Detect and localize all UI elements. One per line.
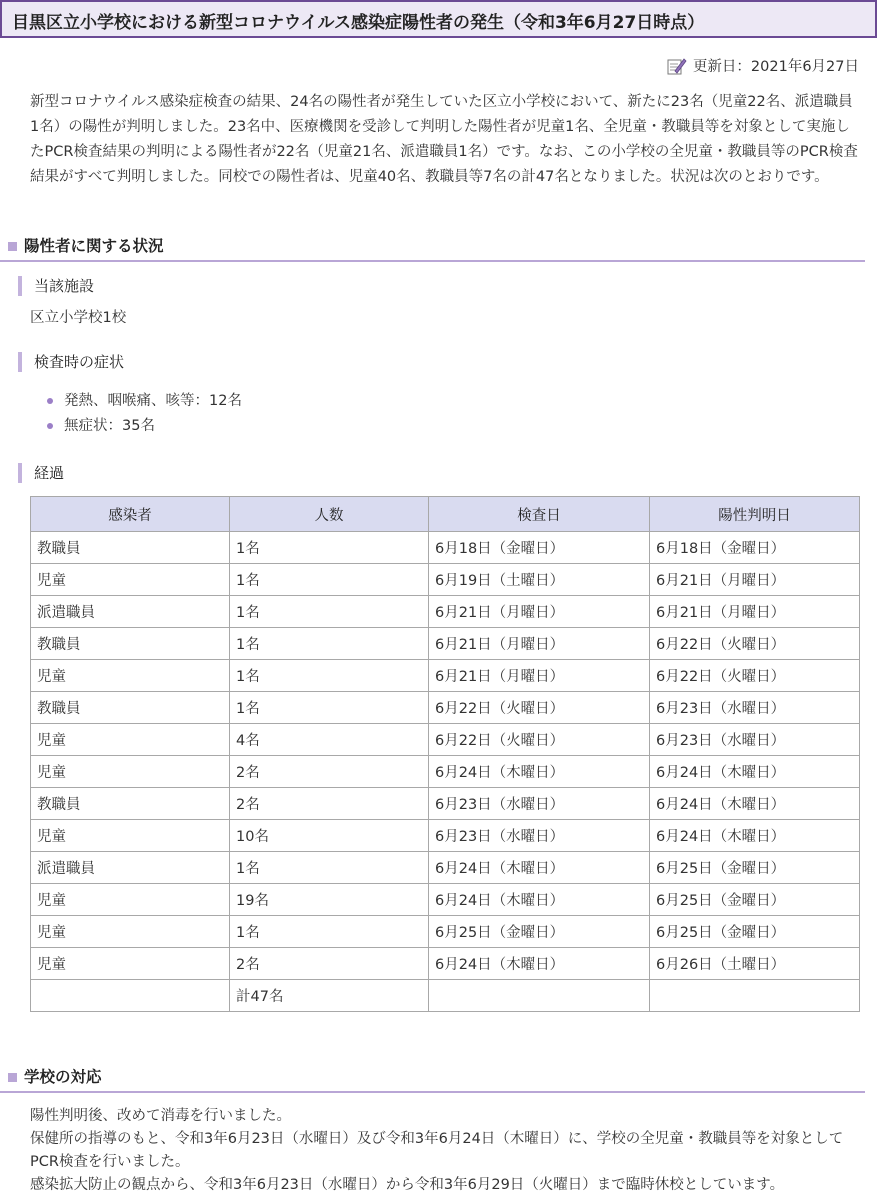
updated-date bbox=[667, 55, 859, 76]
total-cell: 計47名 bbox=[230, 980, 429, 1012]
symptoms-heading: 検査時の症状 bbox=[18, 352, 124, 372]
cell: 児童 bbox=[31, 820, 230, 852]
cell: 19名 bbox=[230, 884, 429, 916]
cell: 派遣職員 bbox=[31, 596, 230, 628]
cell: 6月22日（火曜日） bbox=[650, 660, 860, 692]
cell: 派遣職員 bbox=[31, 852, 230, 884]
symptom-item: 発熱、咽喉痛、咳等：12名 bbox=[47, 389, 242, 414]
cell: 6月24日（木曜日） bbox=[650, 820, 860, 852]
cell: 2名 bbox=[230, 756, 429, 788]
cell: 6月24日（木曜日） bbox=[429, 884, 650, 916]
cell bbox=[429, 980, 650, 1012]
cell: 6月18日（金曜日） bbox=[650, 532, 860, 564]
cell: 6月25日（金曜日） bbox=[650, 884, 860, 916]
table-row bbox=[31, 660, 860, 692]
heading-square-icon bbox=[8, 242, 17, 251]
table-total-row bbox=[31, 980, 860, 1012]
cell: 6月19日（土曜日） bbox=[429, 564, 650, 596]
column-header: 検査日 bbox=[429, 497, 650, 532]
cell: 6月24日（木曜日） bbox=[429, 852, 650, 884]
table-row bbox=[31, 692, 860, 724]
cell: 児童 bbox=[31, 724, 230, 756]
section-heading-status-text: 陽性者に関する状況 bbox=[24, 237, 164, 255]
cell: 6月25日（金曜日） bbox=[429, 916, 650, 948]
cell: 6月21日（月曜日） bbox=[429, 596, 650, 628]
cell: 6月22日（火曜日） bbox=[429, 724, 650, 756]
progress-table bbox=[30, 496, 860, 1012]
cell: 6月24日（木曜日） bbox=[429, 756, 650, 788]
cell: 1名 bbox=[230, 564, 429, 596]
column-header: 陽性判明日 bbox=[650, 497, 860, 532]
page-title: 目黒区立小学校における新型コロナウイルス感染症陽性者の発生（令和3年6月27日時点） bbox=[0, 0, 877, 38]
cell: 6月21日（月曜日） bbox=[429, 660, 650, 692]
school-response-line: 陽性判明後、改めて消毒を行いました。 bbox=[30, 1108, 291, 1124]
cell bbox=[650, 980, 860, 1012]
table-row bbox=[31, 756, 860, 788]
cell: 1名 bbox=[230, 852, 429, 884]
cell: 1名 bbox=[230, 660, 429, 692]
table-row bbox=[31, 724, 860, 756]
cell: 1名 bbox=[230, 532, 429, 564]
cell: 2名 bbox=[230, 788, 429, 820]
cell: 1名 bbox=[230, 628, 429, 660]
cell: 6月21日（月曜日） bbox=[429, 628, 650, 660]
cell: 児童 bbox=[31, 948, 230, 980]
school-response-line: 感染拡大防止の観点から、令和3年6月23日（水曜日）から令和3年6月29日（火曜日）まで臨時休校としています。 bbox=[30, 1177, 785, 1193]
cell: 教職員 bbox=[31, 532, 230, 564]
cell: 児童 bbox=[31, 884, 230, 916]
table-row bbox=[31, 596, 860, 628]
cell: 2名 bbox=[230, 948, 429, 980]
table-row bbox=[31, 788, 860, 820]
cell: 6月24日（木曜日） bbox=[650, 756, 860, 788]
updated-date-text: 更新日：2021年6月27日 bbox=[692, 59, 859, 75]
cell: 児童 bbox=[31, 660, 230, 692]
cell: 児童 bbox=[31, 916, 230, 948]
column-header: 人数 bbox=[230, 497, 429, 532]
table-header-row bbox=[31, 497, 860, 532]
cell: 6月23日（水曜日） bbox=[429, 788, 650, 820]
facility-text: 区立小学校1校 bbox=[30, 310, 127, 326]
cell: 児童 bbox=[31, 756, 230, 788]
table-row bbox=[31, 532, 860, 564]
cell: 6月25日（金曜日） bbox=[650, 852, 860, 884]
table-row bbox=[31, 628, 860, 660]
cell: 教職員 bbox=[31, 692, 230, 724]
table-row bbox=[31, 820, 860, 852]
intro-paragraph: 新型コロナウイルス感染症検査の結果、24名の陽性者が発生していた区立小学校において、新たに23名（児童22名、派遣職員1名）の陽性が判明しました。23名中、医療機関を受診して判明した陽性者が児童1名、全児童・教職員等を対象として実施したPCR検査結果の判明による陽性者が22名（児童21名、派遣職員1名）です。なお、この小学校の全児童・教職員等のPCR検査結果がすべて判明しました。同校での陽性者は、児童40名、教職員等7名の計47名となりました。状況は次のとおりです。 bbox=[30, 94, 858, 185]
cell: 教職員 bbox=[31, 628, 230, 660]
section-heading-school bbox=[0, 1063, 865, 1093]
heading-square-icon bbox=[8, 1073, 17, 1082]
cell: 6月23日（水曜日） bbox=[650, 692, 860, 724]
cell: 6月22日（火曜日） bbox=[429, 692, 650, 724]
table-row bbox=[31, 948, 860, 980]
cell: 6月26日（土曜日） bbox=[650, 948, 860, 980]
symptoms-list bbox=[47, 389, 242, 439]
table-row bbox=[31, 884, 860, 916]
cell: 1名 bbox=[230, 916, 429, 948]
cell: 6月21日（月曜日） bbox=[650, 564, 860, 596]
column-header: 感染者 bbox=[31, 497, 230, 532]
symptom-item: 無症状：35名 bbox=[47, 414, 242, 439]
school-response bbox=[30, 1105, 870, 1197]
pencil-memo-icon bbox=[667, 57, 687, 75]
cell: 10名 bbox=[230, 820, 429, 852]
section-heading-status bbox=[0, 232, 865, 262]
cell: 6月24日（木曜日） bbox=[429, 948, 650, 980]
school-response-line: 保健所の指導のもと、令和3年6月23日（水曜日）及び令和3年6月24日（木曜日）に、学校の全児童・教職員等を対象としてPCR検査を行いました。 bbox=[30, 1131, 844, 1170]
cell: 1名 bbox=[230, 596, 429, 628]
cell: 6月23日（水曜日） bbox=[429, 820, 650, 852]
table-row bbox=[31, 564, 860, 596]
cell: 6月21日（月曜日） bbox=[650, 596, 860, 628]
cell: 6月24日（木曜日） bbox=[650, 788, 860, 820]
cell: 6月22日（火曜日） bbox=[650, 628, 860, 660]
facility-heading: 当該施設 bbox=[18, 276, 94, 296]
cell: 6月23日（水曜日） bbox=[650, 724, 860, 756]
progress-heading: 経過 bbox=[18, 463, 64, 483]
cell: 教職員 bbox=[31, 788, 230, 820]
cell bbox=[31, 980, 230, 1012]
table-row bbox=[31, 916, 860, 948]
section-heading-school-text: 学校の対応 bbox=[24, 1068, 102, 1086]
cell: 4名 bbox=[230, 724, 429, 756]
table-row bbox=[31, 852, 860, 884]
cell: 児童 bbox=[31, 564, 230, 596]
cell: 6月18日（金曜日） bbox=[429, 532, 650, 564]
cell: 6月25日（金曜日） bbox=[650, 916, 860, 948]
cell: 1名 bbox=[230, 692, 429, 724]
